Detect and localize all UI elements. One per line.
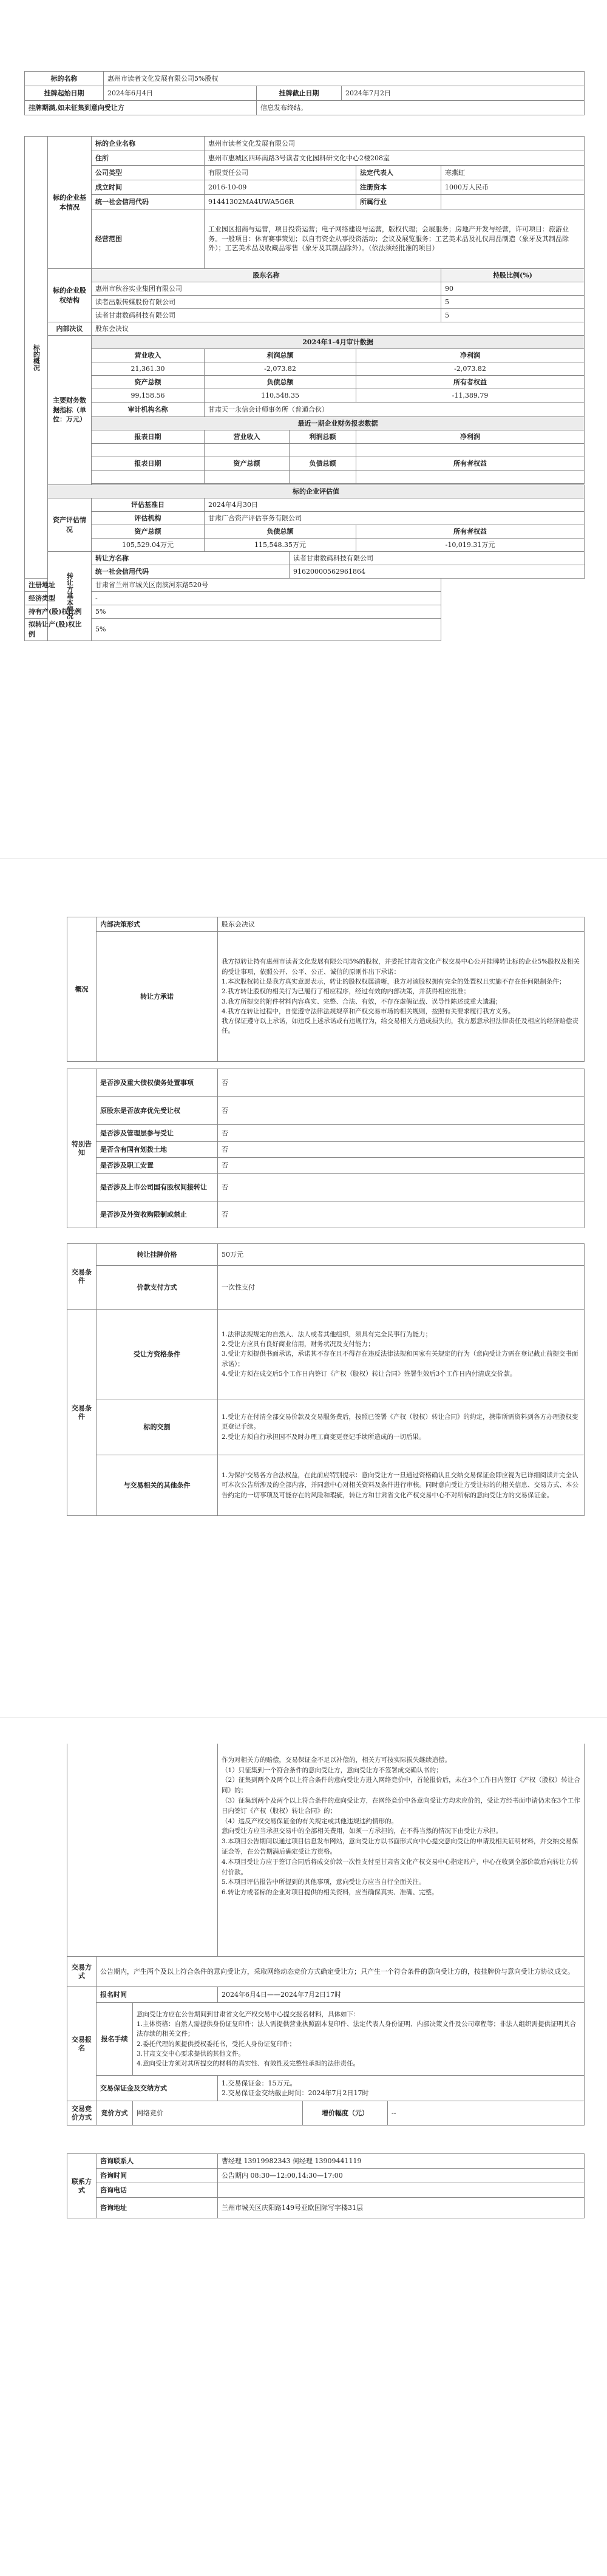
company-type-label: 公司类型 [92,166,205,180]
promise-label: 转让方承诺 [97,932,218,1062]
decision-label: 内部决议 [48,322,92,336]
buyer-qualification-label: 受让方资格条件 [97,1310,218,1399]
bid-label: 交易竞价方式 [67,2101,97,2126]
page-three [0,1717,607,2576]
decision-form: 股东会决议 [218,917,585,932]
audit-title: 2024年1-4月审计数据 [92,336,585,349]
deposit: 1.交易保证金：15万元。 2.交易保证金交纳截止时间：2024年7月2日17时 [218,2076,585,2101]
shareholder-pct: 5 [441,296,585,309]
transferor-name-label: 转让方名称 [92,552,290,565]
conditions-section-label: 交易条件 [67,1310,97,1516]
appraisal-debt: 115,548.35万元 [205,539,356,552]
contact-table [67,2153,585,2218]
register-period: 2024年6月4日——2024年7月2日17时 [218,1987,585,2003]
recent-equity-header: 所有者权益 [356,457,585,471]
debt-value: 110,548.35 [205,389,356,403]
transferor-label: 转让方基本情况 [48,552,92,641]
company-type: 有限责任公司 [205,166,356,180]
start-date-label: 挂牌起始日期 [25,86,104,101]
contact-person: 曹经理 13919982343 何经理 13909441119 [218,2154,585,2169]
shareholder-pct: 5 [441,309,585,322]
credit-code-label: 统一社会信用代码 [92,195,205,209]
contact-time-label: 咨询时间 [97,2169,218,2183]
subject-section-label: 标的概况 [25,137,48,579]
notice-label: 是否涉及管理层参与受让 [97,1125,218,1142]
appraisal-assets-header: 资产总额 [92,525,205,539]
debt-header: 负债总额 [205,376,356,389]
appraisal-title: 标的企业评估值 [48,485,585,498]
deposit-label: 交易保证金及交纳方式 [97,2076,218,2101]
bid-method-label: 竞价方式 [97,2101,133,2126]
page-one [0,0,607,858]
shareholder-name: 读者出版传媒股份有限公司 [92,296,441,309]
register-label: 交易报名 [67,1987,97,2101]
business-scope-label: 经营范围 [92,209,205,269]
industry [441,195,585,209]
recent-cell [290,471,356,484]
transferor-address-label: 注册地址 [25,579,92,592]
contact-section-label: 联系方式 [67,2154,97,2218]
appraisal-equity-header: 所有者权益 [356,525,585,539]
recent-cell [92,444,205,457]
shareholder-name: 惠州市秋谷实业集团有限公司 [92,282,441,296]
recent-cell [290,444,356,457]
recent-profit-header: 利润总额 [290,430,356,444]
delivery-text: 1.受让方在付清全部交易价款及交易服务费后，按照已签署《产权（股权）转让合同》的约定，携带所需资料到各方办理股权变更登记手续。 2.受让方须自行承担因不及时办理工商变更登记手续所造成的一切后果。 [218,1399,585,1455]
payment-method-label: 价款支付方式 [97,1266,218,1310]
contact-person-label: 咨询联系人 [97,2154,218,2169]
contact-time: 公告期内 08:30—12:00,14:30—17:00 [218,2169,585,2183]
end-date-label: 挂牌截止日期 [257,86,342,101]
profit-header: 利润总额 [205,349,356,362]
economic-type: - [92,592,441,605]
sell-ratio-label: 拟转让产(股)权比例 [25,619,92,641]
contact-phone-label: 咨询电话 [97,2183,218,2198]
shareholders-label: 标的企业股权结构 [48,269,92,322]
contact-address-label: 咨询地址 [97,2198,218,2218]
transferor-name: 读者甘肃数码科技有限公司 [290,552,585,565]
notice-value: 否 [218,1069,585,1097]
net-profit-value: -2,073.82 [356,362,585,376]
recent-debt-header: 负债总额 [290,457,356,471]
appraisal-label: 资产评估情况 [48,498,92,552]
assets-value: 99,158.56 [92,389,205,403]
period-label: 挂牌期满,如未征集到意向受让方 [25,101,257,115]
period-value: 信息发布终结。 [257,101,585,115]
notice-label: 是否含有国有划拨土地 [97,1142,218,1158]
legal-rep: 寒燕虹 [441,166,585,180]
continued-spacer [67,1744,218,1956]
recent-net-header: 净利润 [356,430,585,444]
project-name-label: 标的名称 [25,72,104,86]
registered-capital-label: 注册资本 [356,180,441,195]
assets-header: 资产总额 [92,376,205,389]
notice-label: 是否涉及外资收购限制或禁止 [97,1201,218,1228]
conditions-table [67,1309,585,1516]
register-period-label: 报名时间 [97,1987,218,2003]
auditor-label: 审计机构名称 [92,403,205,417]
shareholder-col-name: 股东名称 [92,269,441,282]
shareholder-pct: 90 [441,282,585,296]
price-table [67,1243,585,1310]
page-two [0,858,607,1717]
recent-assets-header: 资产总额 [205,457,290,471]
appraisal-org-label: 评估机构 [92,512,205,525]
subject-table [24,136,585,641]
company-basics-label: 标的企业基本情况 [48,137,92,269]
continued-lead: 作为对相关方的赔偿，交易保证金不足以补偿的，相关方可按实际损失继续追偿。 [222,1756,451,1764]
recent-revenue-header: 营业收入 [205,430,290,444]
contact-phone [218,2183,585,2198]
notice-label: 是否涉及职工安置 [97,1158,218,1174]
start-date: 2024年6月4日 [104,86,257,101]
equity-value: -11,389.79 [356,389,585,403]
recent-cell [205,444,290,457]
report-date-header: 报表日期 [92,430,205,444]
end-date: 2024年7月2日 [342,86,585,101]
address-label: 住所 [92,151,205,166]
delivery-label: 标的交割 [97,1399,218,1455]
continued-text: （1）只征集到一个符合条件的意向受让方，意向受让方不签署成交确认书的； （2）征集到两个及两个以上符合条件的意向受让方进入网络竞价中，首轮报价后，未在3个工作日内签订《产权（股权）转让合同》的； （3）征集到两个及两个以上符合条件的意向受让方，在网络竞价中各意向受让方均未应价的，受让方经书面申请仍未在3个工作日内签订《产权（股权）转让合同》的； （4）违反产权交易保证金的有关规定或其他违规违约情形的。 意向受让方应当承担交易中的全部相关费用，如须一方承担的，在不得当然的情况下由受让方承担。 3.本项目公告期间以通过项目信息发布网站，意向受让方以书面形式向中心提交意向受让的申请及相关证明材料，并交纳交易保证金等，在公告期满后确定受让方资格。 4.本项目受让方应于签订合同后将成交价款一次性支付至甘肃省文化产权交易中心指定账户，中心在收到全部价款后向转让方转付价款。 5.本项目评估报告中所提到的其他事项，意向受让方应当自行全面关注。 6.转让方或者标的企业对项目提供的相关资料，应当确保真实、准确、完整。 [222,1766,580,1897]
sell-ratio: 5% [92,619,441,641]
transferor-code-label: 统一社会信用代码 [92,565,290,579]
continued-table [67,1744,585,1957]
hold-ratio-label: 持有产(股)权比例 [25,605,92,619]
base-date-label: 评估基准日 [92,498,205,512]
notices-table [67,1069,585,1228]
recent-cell [92,471,205,484]
price-section-label: 交易条件 [67,1244,97,1310]
founded-date-label: 成立时间 [92,180,205,195]
transferor-address: 甘肃省兰州市城关区南滨河东路520号 [92,579,441,592]
revenue-value: 21,361.30 [92,362,205,376]
revenue-header: 营业收入 [92,349,205,362]
appraisal-org: 甘肃广合资产评估事务有限公司 [205,512,585,525]
notice-value: 否 [218,1158,585,1174]
notice-value: 否 [218,1125,585,1142]
net-profit-header: 净利润 [356,349,585,362]
register-docs-label: 报名手续 [97,2003,133,2076]
notice-value: 否 [218,1142,585,1158]
registered-capital: 1000万人民币 [441,180,585,195]
auditor-name: 甘肃天一永信会计师事务所（普通合伙） [205,403,585,417]
increment-label: 增价幅度（元） [303,2101,388,2126]
notices-section-label: 特别告知 [67,1069,97,1228]
finance-label: 主要财务数据指标（单位：万元） [48,336,92,485]
related-conditions: 1.为保护交易各方合法权益，在此前应特别提示：意向受让方一旦通过资格确认且交纳交易保证金即应视为已详细阅读并完全认可本次公告所涉及的全部内容，并同意中心对相关资料及条件进行审核。同时意向受让方受让标的的相关信息、交易方式、本公告约定的一切事项及可能存在的风险和瑕疵，转让方和甘肃省文化产权交易中心不对所标的意向受让方的交易保证金。 [218,1455,585,1516]
economic-type-label: 经济类型 [25,592,92,605]
address: 惠州市惠城区四环南路3号读者文化园科研文化中心2楼208室 [205,151,585,166]
register-docs: 意向受让方应在公告期间到甘肃省文化产权交易中心提交报名材料，具体如下： 1.主体资格：自然人需提供身份证复印件；法人需提供营业执照副本复印件、法定代表人身份证明、内部决策文件及公司章程等；非法人组织需提供证明其合法存续的相关文件； 2.委托代理的须提供授权委托书，受托人身份证复印件； 3.甘肃文交中心要求提供的其他文件。 4.意向受让方须对其所提交的材料的真实性、有效性及完整性承担的法律责任。 [133,2003,585,2076]
profit-value: -2,073.82 [205,362,356,376]
recent-report-title: 最近一期企业财务报表数据 [92,417,585,430]
related-conditions-label: 与交易相关的其他条件 [97,1455,218,1516]
continued-text-cell [218,1744,585,1956]
payment-method: 一次性支付 [218,1266,585,1310]
trade-method-label: 交易方式 [67,1957,97,1987]
recent-cell [205,471,290,484]
promise-text: 我方拟转让持有惠州市读者文化发展有限公司5%的股权，并委托甘肃省文化产权交易中心公开挂牌转让标的企业5%股权及相关的受让事项，依照公开、公平、公正、诚信的原则作出下承诺： 1.本次股权转让是我方真实意愿表示，转让的股权权属清晰，我方对该股权拥有完全的处置权且实施不存在任何限制条件； 2.我方转让股权的相关行为已履行了相应程序，经过有效的内部决策，并获得相应批准； 3.我方所提交的附件材料内容真实、完整、合法、有效，不存在虚假记载、误导性陈述或重大遗漏； 4.我方在转让过程中，自觉遵守法律法规规章和产权交易市场的相关规则，按照有关要求履行我方义务。 我方保证遵守以上承诺，如违反上述承诺或有违规行为，给交易相关方造成损失的，我方愿意承担法律责任及相应的经济赔偿责任。 [218,932,585,1062]
company-name-label: 标的企业名称 [92,137,205,151]
legal-rep-label: 法定代表人 [356,166,441,180]
appraisal-equity: -10,019.31万元 [356,539,585,552]
commitment-table [67,917,585,1062]
business-scope: 工业园区招商与运营，项目投资运营；电子网络建设与运营，版权代理；会展服务；房地产开发与经营，许可项目：旅游业务。一般项目：休育赛事策划；以自有资金从事投资活动；会议及展览服务；工艺美术品及礼仪用品制造（象牙及其制品除外）；工艺美术品及收藏品零售（象牙及其制品除外）。（依法须经批准的项目） [205,209,585,269]
list-price: 50万元 [218,1244,585,1266]
notice-label: 是否涉及重大债权债务处置事项 [97,1069,218,1097]
trade-table [67,1956,585,2126]
list-price-label: 转让挂牌价格 [97,1244,218,1266]
company-name: 惠州市读者文化发展有限公司 [205,137,585,151]
notice-label: 原股东是否放弃优先受让权 [97,1097,218,1125]
notice-label: 是否涉及上市公司国有股权间接转让 [97,1174,218,1201]
industry-label: 所属行业 [356,195,441,209]
founded-date: 2016-10-09 [205,180,356,195]
buyer-qualification: 1.法律法规规定的自然人、法人或者其他组织，须具有完全民事行为能力； 2.受让方应具有良好商业信用，财务状况及支付能力； 3.受让方须提供书面承诺，承诺其不存在且不得存在违反法律法规和国家有关规定的行为（意向受让方需在登记截止前提交书面承诺）； 4.受让方须在成交后5个工作日内签订《产权（股权）转让合同》签署生效后3个工作日内付清成交价款。 [218,1310,585,1399]
appraisal-assets: 105,529.04万元 [92,539,205,552]
transferor-code: 91620000562961864 [290,565,585,579]
decision-form-label: 内部决策形式 [97,917,218,932]
base-date: 2024年4月30日 [205,498,585,512]
notice-value: 否 [218,1201,585,1228]
recent-cell [356,471,585,484]
notice-value: 否 [218,1097,585,1125]
notice-value: 否 [218,1174,585,1201]
shareholder-col-pct: 持股比例(%) [441,269,585,282]
header-table [24,71,585,115]
decision-value: 股东会决议 [92,322,585,336]
credit-code: 91441302MA4UWA5G6R [205,195,356,209]
increment: -- [388,2101,585,2126]
trade-method: 公告期内，产生两个及以上符合条件的意向受让方，采取网络动态竞价方式确定受让方；只产生一个符合条件的意向受让方的，按挂牌价与意向受让方协议成交。 [97,1957,585,1987]
hold-ratio: 5% [92,605,441,619]
commitment-section-label: 概况 [67,917,97,1062]
equity-header: 所有者权益 [356,376,585,389]
recent-date-header-2: 报表日期 [92,457,205,471]
shareholder-name: 读者甘肃数码科技有限公司 [92,309,441,322]
contact-address: 兰州市城关区庆阳路149号亚欧国际写字楼31层 [218,2198,585,2218]
recent-cell [356,444,585,457]
bid-method: 网络竞价 [133,2101,303,2126]
project-name: 惠州市读者文化发展有限公司5%股权 [104,72,585,86]
appraisal-debt-header: 负债总额 [205,525,356,539]
